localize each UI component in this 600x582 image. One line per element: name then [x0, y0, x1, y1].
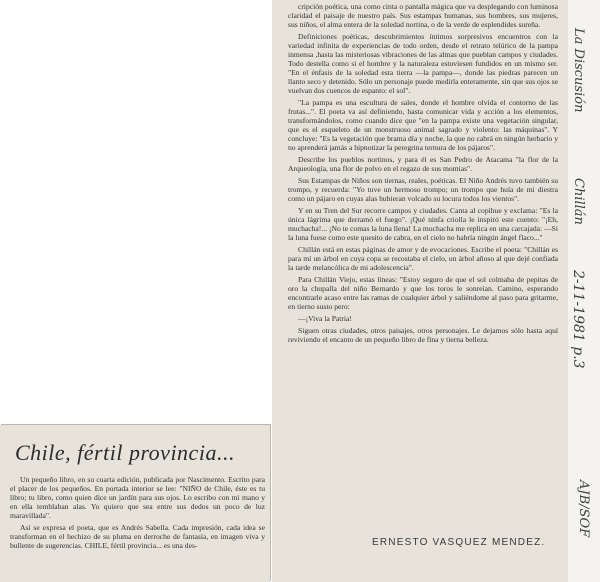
paragraph: Siguen otras ciudades, otros paisajes, otros personajes. Le dejamos sólo hasta aquí reviviendo el encanto de un pequeño libro de fina y tierna belleza. [288, 326, 558, 344]
author-signature: ERNESTO VASQUEZ MENDEZ. [372, 537, 546, 548]
paragraph: Sus Estampas de Niños son tiernas, reales, poéticas. El Niño Andrés tuvo también su trompo, y recuerda: "Yo tuve un hermoso trompo; un trompo que huía de mi diestra como un pájaro en cuyas alas hubieran volcado su locura todos los vientos". [288, 176, 558, 203]
handwritten-date-note: 2-11-1981 p.3 [570, 270, 586, 369]
paragraph: "La pampa es una escultura de sales, donde el hombre olvida el contorno de las frutas...". El poeta va así definiendo, hasta comunicar vida y acción a los elementos, transformándolos, como cuando dice que "en la pampa existe una vegetación singular, que es el esqueleto de un monstruoso animal sagrado y violento: las máquinas". Y concluye: "Es la vegetación que brama día y noche, la que no cabrá en ningún herbario y no aprenderá jamás a hipnotizar la peregrina ternura de los pájaros". [288, 98, 558, 152]
paragraph: Chillán está en estas páginas de amor y de evocaciones. Escribe el poeta: "Chillán es para mí un árbol en cuya copa se recostaba el cielo, un árbol añoso al que dejé confiada la tarde melancólica de mi adolescencia". [288, 245, 558, 272]
handwritten-source-note: La Discusión [571, 28, 586, 113]
handwritten-archive-mark: AJB/SOF [576, 480, 591, 538]
paragraph: Describe los pueblos nortinos, y para él es San Pedro de Atacama "la flor de la Arqueología, una flor de polvo en el regazo de sus momias". [288, 155, 558, 173]
paragraph: Definiciones poéticas, descubrimientos íntimos sorpresivos encuentros con la variedad infinita de experiencias de todo orden, desde el retrato telúrico de la pampa inmensa ,hasta las misteriosas vibraciones de las almas que pueblan campos y ciudades. Todo destella como si el hombre y la naturaleza estuviesen fundidos en un mismo ser. "En el énfasis de la soledad esta tierra —la pampa—, donde las piedras parecen un llanto seco y detenido. Sólo un personaje puede medirla enteramente, sin que sus ojos se vuelvan dos cuencos de espanto: el sol". [288, 32, 558, 95]
article-headline: Chile, fértil provincia... [15, 440, 235, 465]
paragraph: Y en su Tren del Sur recorre campos y ciudades. Canta al copihue y exclama: "Es la única lágrima que derramó el fuego". ¡Qué ninfa criolla le inspiró este cuento: "¡Eh, muchacha!... ¡No te comas la luna llena! La muchacha me replica en una carcajada: —Si la luna fuese como este quesito de cabra, en el cielo no habría ningún ángel flaco..." [288, 206, 558, 242]
handwritten-city-note: Chillán [571, 178, 586, 225]
paragraph: Para Chillán Viejo, estas líneas: "Estoy seguro de que el sol colmaba de pepitas de oro la chupalla del niño Bernardo y que los toros le sonreían. Camino, esperando encontrarle acaso entre las ramas de cualquier árbol y saliéndome al paso para gritarme, en tierno susto pero: [288, 275, 558, 311]
paragraph: Así se expresa el poeta, que es Andrés Sabella. Cada impresión, cada idea se transforman en el hechizo de su pluma en derroche de fantasía, en imagen viva y bullente de sugerencias. CHILE, fértil provincia... es una des- [10, 523, 265, 550]
article-column-right [288, 2, 558, 347]
paragraph: —¡Viva la Patria! [298, 314, 352, 323]
article-column-left [10, 475, 265, 553]
paragraph: cripción poética, una como cinta o pantalla mágica que va desplegando con luminosa claridad el paisaje de nuestro país. Sus estampas humanas, sus hombres, sus mujeres, sus niños, el alma entera de la soledad nortina, o de la verde de esplendides sureña. [288, 2, 558, 29]
paragraph: Un pequeño libro, en su cuarta edición, publicada por Nascimento. Escrito para el placer de los pequeños. En portada interior se lee: "NIÑO de Chile, éste es tu libro; tu libro, como quien dice un jardín para sus ojos. Lo escribo con mi mano y en ella temblaban alas. Yo quiero que sea entre sus dedos un poco de luz maravillada". [10, 475, 265, 520]
